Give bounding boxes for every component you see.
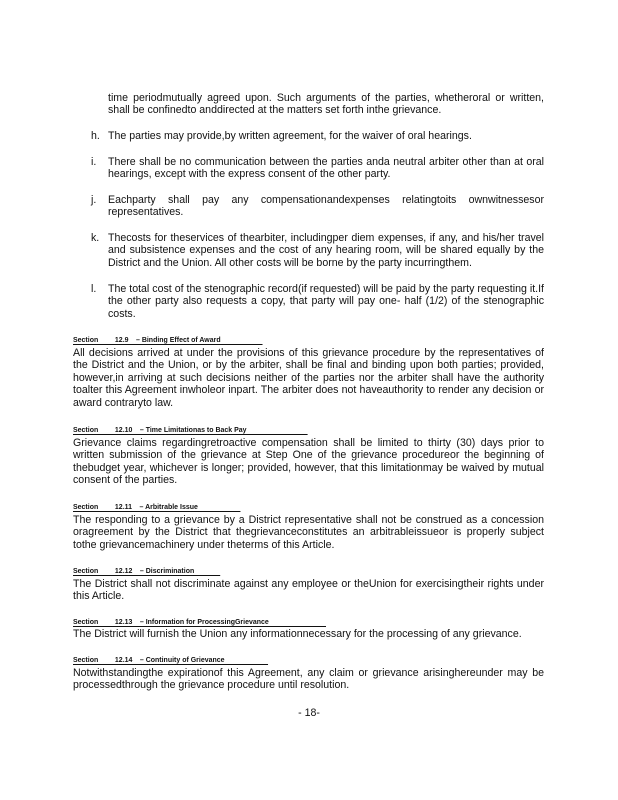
list-marker: h. xyxy=(91,130,100,142)
list-item-text: There shall be no communication between the parties anda neutral arbiter other than at oral hearings, except with the express consent of the other party. xyxy=(108,156,544,181)
section-heading xyxy=(73,425,247,434)
list-item-text: The total cost of the stenographic record(if requested) will be paid by the party requesting it.If the other party also requests a copy, that party will pay one- half (1/2) of the stenographic costs. xyxy=(108,283,544,320)
list-item-text: The parties may provide,by written agreement, for the waiver of oral hearings. xyxy=(108,130,472,142)
section-label: Section xyxy=(73,655,99,664)
section-number: 12.11 xyxy=(114,502,133,511)
section-title: – Binding Effect of Award xyxy=(135,335,221,344)
section-body: The District will furnish the Union any informationnecessary for the processing of any grievance. xyxy=(73,628,522,640)
heading-underline xyxy=(73,344,263,345)
section-number: 12.10 xyxy=(114,425,133,434)
list-marker: k. xyxy=(91,232,100,244)
section-heading xyxy=(73,617,269,626)
section-heading xyxy=(73,655,225,664)
continuation-paragraph: time periodmutually agreed upon. Such arguments of the parties, whetheroral or written, shall be confinedto anddirected at the matters set forth inthe grievance. xyxy=(108,92,544,117)
section-body: Notwithstandingthe expirationof this Agreement, any claim or grievance arisinghereunder may be processedthrough the grievance procedure until resolution. xyxy=(73,667,544,692)
section-title: – Discrimination xyxy=(139,566,195,575)
section-heading xyxy=(73,566,194,575)
section-title: – Information for ProcessingGrievance xyxy=(139,617,269,626)
list-marker: l. xyxy=(91,283,97,295)
section-title: – Arbitrable Issue xyxy=(139,502,198,511)
section-body: Grievance claims regardingretroactive compensation shall be limited to thirty (30) days prior to written submission of the grievance at Step One of the grievance procedureor the beginning of thebudget year, whichever is longer; provided, however, that this limitationmay be waived by mutual consent of the parties. xyxy=(73,437,544,487)
section-body: The District shall not discriminate against any employee or theUnion for exercisingtheir rights under this Article. xyxy=(73,578,544,603)
section-body: The responding to a grievance by a District representative shall not be construed as a concession oragreement by the District that thegrievanceconstitutes an arbitrableissueor is properly subject tothe grievancemachinery under theterms of this Article. xyxy=(73,514,544,551)
section-label: Section xyxy=(73,335,99,344)
heading-underline xyxy=(73,664,268,665)
section-heading xyxy=(73,335,221,344)
section-label: Section xyxy=(73,425,99,434)
heading-underline xyxy=(73,626,326,627)
heading-underline xyxy=(73,511,240,512)
section-label: Section xyxy=(73,502,99,511)
section-title: – Continuity of Grievance xyxy=(139,655,225,664)
section-title: – Time Limitationas to Back Pay xyxy=(139,425,247,434)
list-item-text: Thecosts for theservices of thearbiter, includingper diem expenses, if any, and his/her travel and subsistence expenses and the cost of any hearing room, will be shared equally by the District and the Union. All other costs will be borne by the party incurringthem. xyxy=(108,232,544,269)
heading-underline xyxy=(73,575,220,576)
page-number: - 18- xyxy=(298,707,320,719)
section-label: Section xyxy=(73,617,99,626)
section-number: 12.13 xyxy=(114,617,133,626)
section-heading xyxy=(73,502,198,511)
section-number: 12.12 xyxy=(114,566,133,575)
list-item-text: Eachparty shall pay any compensationandexpenses relatingtoits ownwitnessesor representatives. xyxy=(108,194,544,219)
heading-underline xyxy=(73,434,308,435)
list-marker: i. xyxy=(91,156,97,168)
section-number: 12.9 xyxy=(114,335,129,344)
section-number: 12.14 xyxy=(114,655,133,664)
section-label: Section xyxy=(73,566,99,575)
section-body: All decisions arrived at under the provisions of this grievance procedure by the representatives of the District and the Union, or by the arbiter, shall be final and binding upon both parties; provided, however,in arriving at such decisions neither of the parties nor the arbiter shall have the authority toalter this Agreement inwholeor inpart. The arbiter does not haveauthority to render any decision or award contraryto law. xyxy=(73,347,544,409)
list-marker: j. xyxy=(91,194,97,206)
